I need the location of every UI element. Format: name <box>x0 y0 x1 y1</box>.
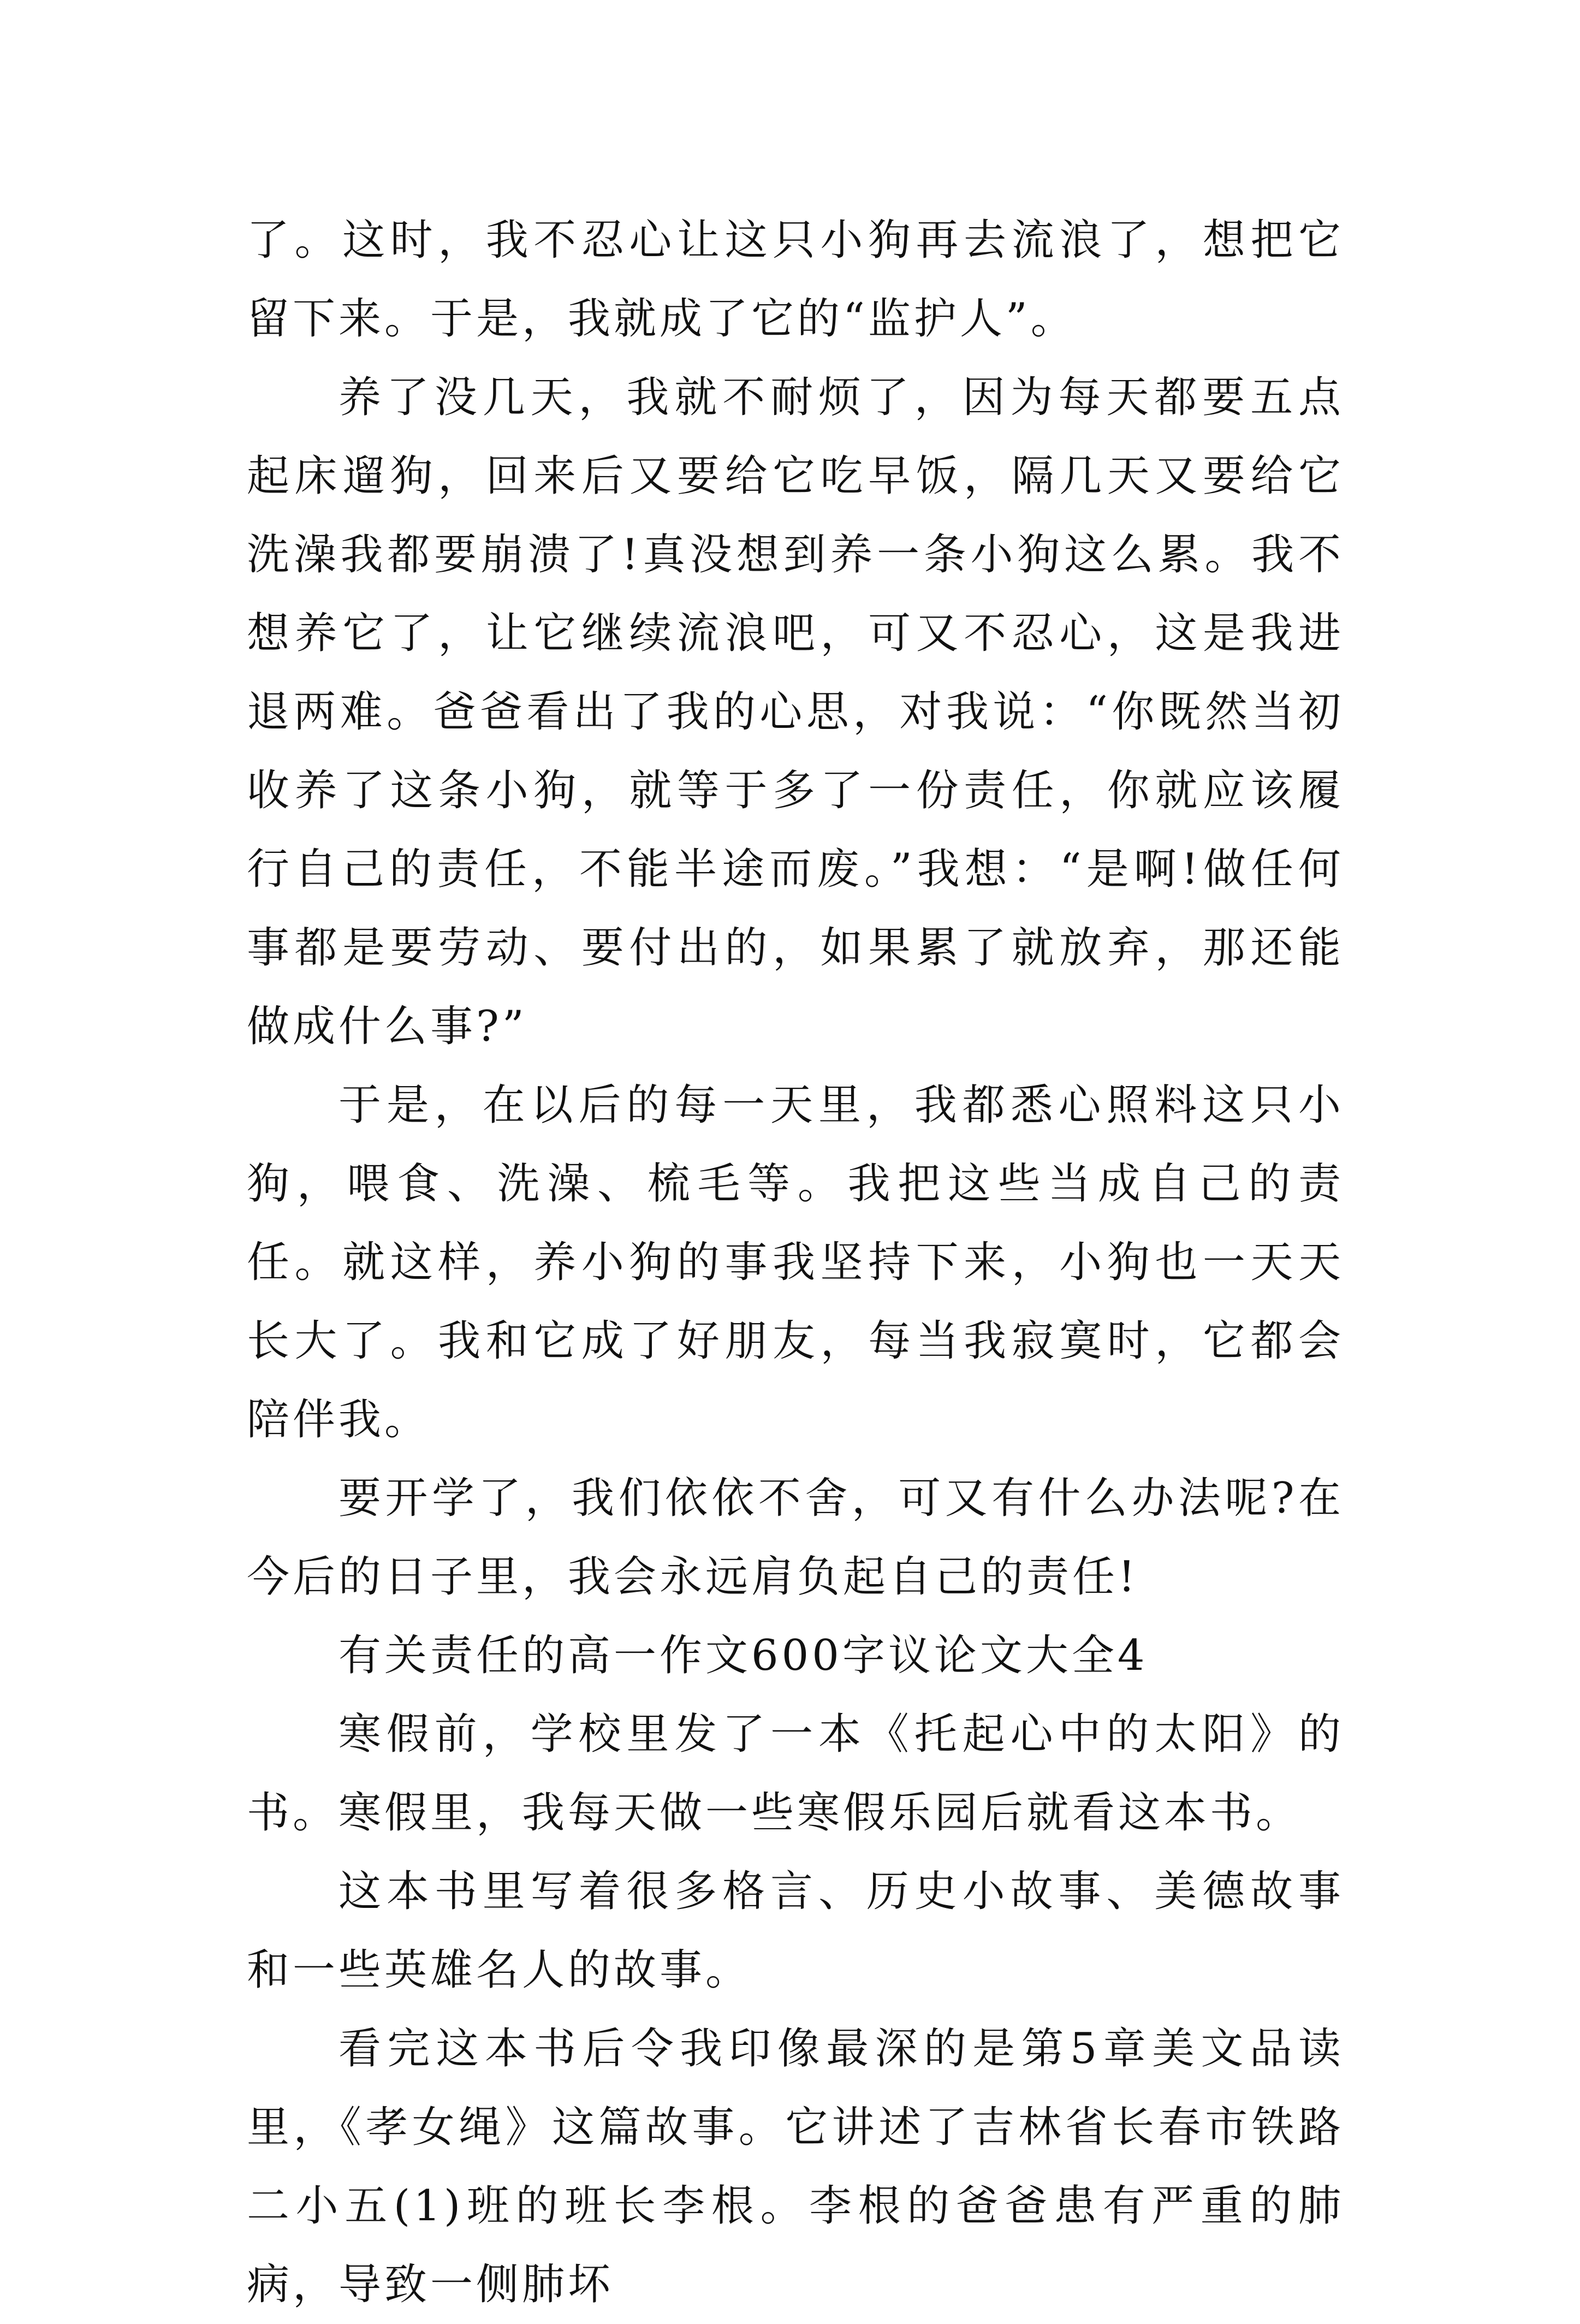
paragraph-continuation: 了。这时，我不忍心让这只小狗再去流浪了，想把它留下来。于是，我就成了它的“监护人”。 <box>247 216 1344 343</box>
paragraph-book-contents: 这本书里写着很多格言、历史小故事、美德故事和一些英雄名人的故事。 <box>247 1867 1344 1995</box>
paragraph-school-start: 要开学了，我们依依不舍，可又有什么办法呢?在今后的日子里，我会永远肩负起自己的责任! <box>247 1474 1344 1602</box>
paragraph-story-impression: 看完这本书后令我印像最深的是第5章美文品读里，《孝女绳》这篇故事。它讲述了吉林省长春市铁路二小五(1)班的班长李根。李根的爸爸患有严重的肺病，导致一侧肺坏 <box>247 2024 1344 2309</box>
paragraph-caring: 于是，在以后的每一天里，我都悉心照料这只小狗，喂食、洗澡、梳毛等。我把这些当成自己的责任。就这样，养小狗的事我坚持下来，小狗也一天天长大了。我和它成了好朋友，每当我寂寞时，它都会陪伴我。 <box>247 1081 1344 1444</box>
paragraph-winter-book: 寒假前，学校里发了一本《托起心中的太阳》的书。寒假里，我每天做一些寒假乐园后就看这本书。 <box>247 1710 1344 1837</box>
body-text <box>247 201 1344 2324</box>
paragraph-raising-dog: 养了没几天，我就不耐烦了，因为每天都要五点起床遛狗，回来后又要给它吃早饭，隔几天又要给它洗澡我都要崩溃了!真没想到养一条小狗这么累。我不想养它了，让它继续流浪吧，可又不忍心，这是我进退两难。爸爸看出了我的心思，对我说：“你既然当初收养了这条小狗，就等于多了一份责任，你就应该履行自己的责任，不能半途而废。”我想：“是啊!做任何事都是要劳动、要付出的，如果累了就放弃，那还能做成什么事?” <box>247 373 1344 1051</box>
section-heading: 有关责任的高一作文600字议论文大全4 <box>338 1631 1148 1680</box>
